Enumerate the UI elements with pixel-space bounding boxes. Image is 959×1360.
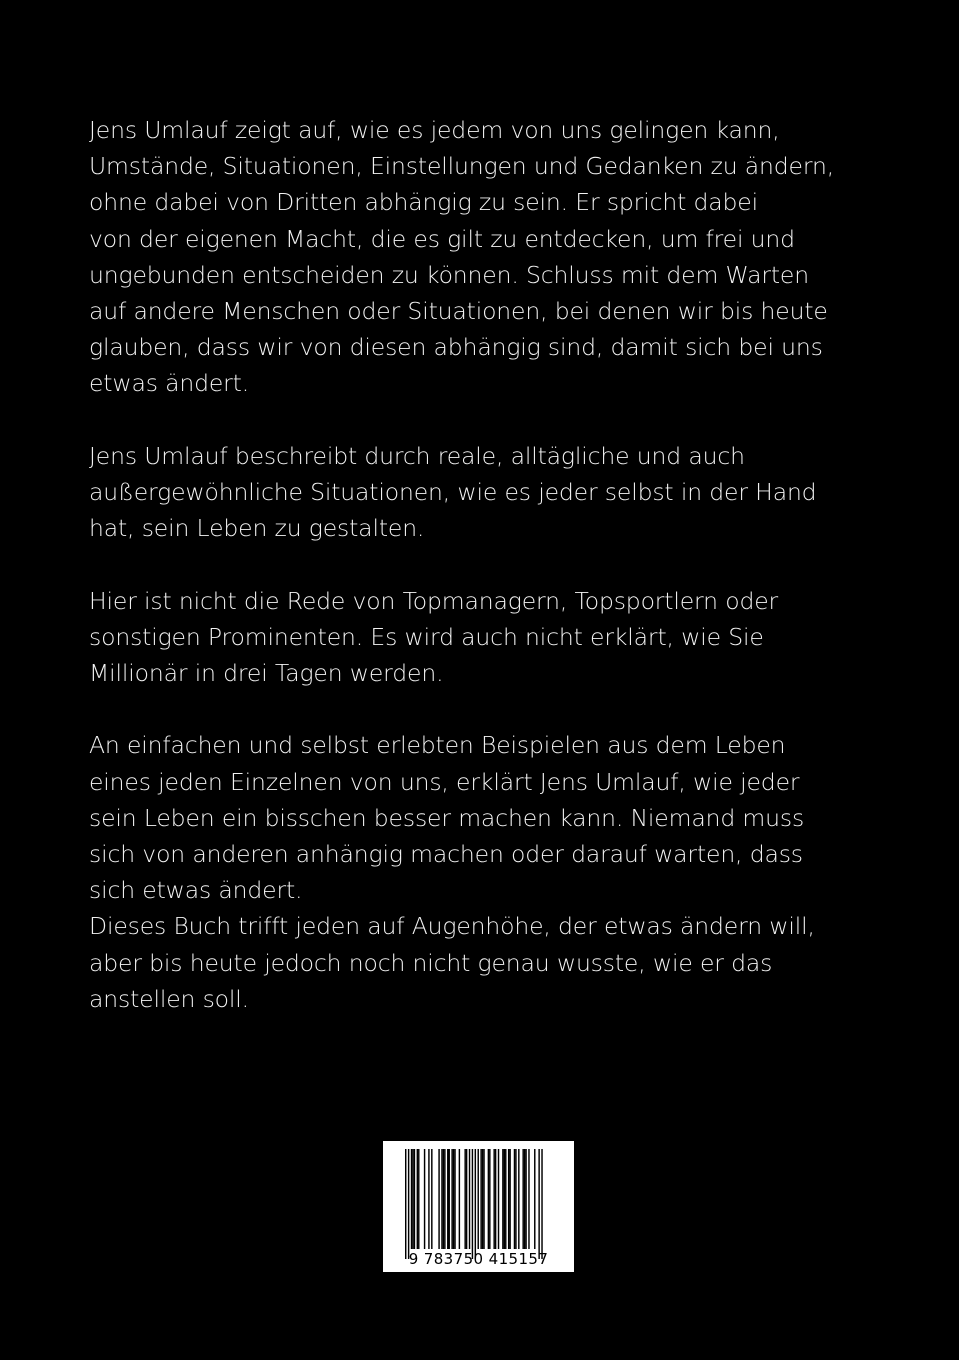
barcode-bar (454, 1149, 455, 1249)
barcode-bar (483, 1149, 484, 1249)
barcode-bar (414, 1149, 415, 1249)
text-line: hat, sein Leben zu gestalten. (89, 514, 425, 543)
barcode-bar (408, 1149, 409, 1259)
barcode-bar (489, 1149, 490, 1249)
text-line: außergewöhnliche Situationen, wie es jeder selbst in der Hand (89, 478, 817, 507)
barcode-bar (441, 1149, 442, 1249)
blurb-paragraph-2 (89, 438, 889, 547)
text-line: etwas ändert. (89, 369, 250, 398)
text-line: sein Leben ein bisschen besser machen kann. Niemand muss (89, 803, 805, 832)
barcode-bar (459, 1149, 460, 1249)
text-line: sich etwas ändert. (89, 876, 303, 905)
barcode-bar (493, 1149, 494, 1249)
text-line: eines jeden Einzelnen von uns, erklärt Jens Umlauf, wie jeder (89, 767, 800, 796)
barcode-bar (488, 1149, 489, 1249)
barcode-bar (405, 1149, 406, 1259)
barcode-bar (447, 1149, 448, 1249)
blurb-paragraph-3 (89, 583, 889, 692)
barcode-bar (424, 1149, 425, 1249)
blurb-paragraph-5 (89, 908, 889, 1017)
barcode-bar (541, 1149, 542, 1259)
isbn-number-text: 9 783750 415157 (408, 1250, 549, 1268)
text-line: Jens Umlauf zeigt auf, wie es jedem von uns gelingen kann, (89, 116, 780, 144)
barcode-bar (412, 1149, 413, 1249)
barcode-bar (428, 1149, 429, 1249)
barcode-bar (534, 1149, 535, 1249)
blurb-paragraph-1 (89, 112, 889, 402)
text-line: glauben, dass wir von diesen abhängig sind, damit sich bei uns (89, 333, 823, 362)
barcode-bar (498, 1149, 499, 1249)
text-line: von der eigenen Macht, die es gilt zu entdecken, um frei und (89, 224, 795, 253)
barcode-bar (417, 1149, 418, 1249)
text-line: Dieses Buch trifft jeden auf Augenhöhe, der etwas ändern will, (89, 912, 815, 941)
barcode-bar (508, 1149, 509, 1249)
barcode-bar (509, 1149, 510, 1249)
blurb-paragraph-4 (89, 727, 889, 908)
barcode-bar (444, 1149, 445, 1249)
barcode-bar (505, 1149, 506, 1249)
barcode-bar (515, 1149, 516, 1249)
text-line: An einfachen und selbst erlebten Beispielen aus dem Leben (89, 731, 786, 760)
barcode-bar (524, 1149, 525, 1249)
barcode-bar (478, 1149, 479, 1249)
barcode-bar (438, 1149, 439, 1249)
text-line: Umstände, Situationen, Einstellungen und Gedanken zu ändern, (89, 152, 835, 181)
barcode-bar (418, 1149, 419, 1249)
barcode-bar (514, 1149, 515, 1249)
text-line: ungebunden entscheiden zu können. Schluss mit dem Warten (89, 260, 809, 289)
barcode-bar (451, 1149, 452, 1249)
barcode-bar (522, 1149, 523, 1249)
barcode-bar (495, 1149, 496, 1249)
blurb-text (89, 112, 889, 1017)
barcode-bar (431, 1149, 432, 1249)
barcode-bar (525, 1149, 526, 1249)
barcode-bar (453, 1149, 454, 1249)
barcode-bar (538, 1149, 539, 1259)
text-line: Hier ist nicht die Rede von Topmanagern, Topsportlern oder (89, 586, 779, 615)
text-line: anstellen soll. (89, 984, 249, 1013)
barcode-bar (466, 1149, 467, 1249)
barcode-bar (469, 1149, 470, 1249)
isbn-barcode (383, 1141, 574, 1272)
barcode-bar (504, 1149, 505, 1249)
barcode-bar (449, 1149, 450, 1249)
barcode-bar (480, 1149, 481, 1249)
text-line: sich von anderen anhängig machen oder darauf warten, dass (89, 840, 803, 869)
barcode-bar (411, 1149, 412, 1249)
text-line: ohne dabei von Dritten abhängig zu sein. Er spricht dabei (89, 188, 758, 217)
barcode-bar (464, 1149, 465, 1249)
barcode-bar (443, 1149, 444, 1249)
barcode-bar (518, 1149, 519, 1249)
barcode-bar (475, 1149, 476, 1259)
text-line: Millionär in drei Tagen werden. (89, 659, 444, 688)
barcode-bar (528, 1149, 529, 1249)
text-line: Jens Umlauf beschreibt durch reale, alltägliche und auch (89, 441, 745, 470)
barcode-bar (502, 1149, 503, 1249)
text-line: aber bis heute jedoch noch nicht genau wusste, wie er das (89, 948, 773, 977)
barcode-bar (472, 1149, 473, 1259)
text-line: auf andere Menschen oder Situationen, bei denen wir bis heute (89, 297, 828, 326)
text-line: sonstigen Prominenten. Es wird auch nicht erklärt, wie Sie (89, 622, 764, 651)
barcode-bar (482, 1149, 483, 1249)
